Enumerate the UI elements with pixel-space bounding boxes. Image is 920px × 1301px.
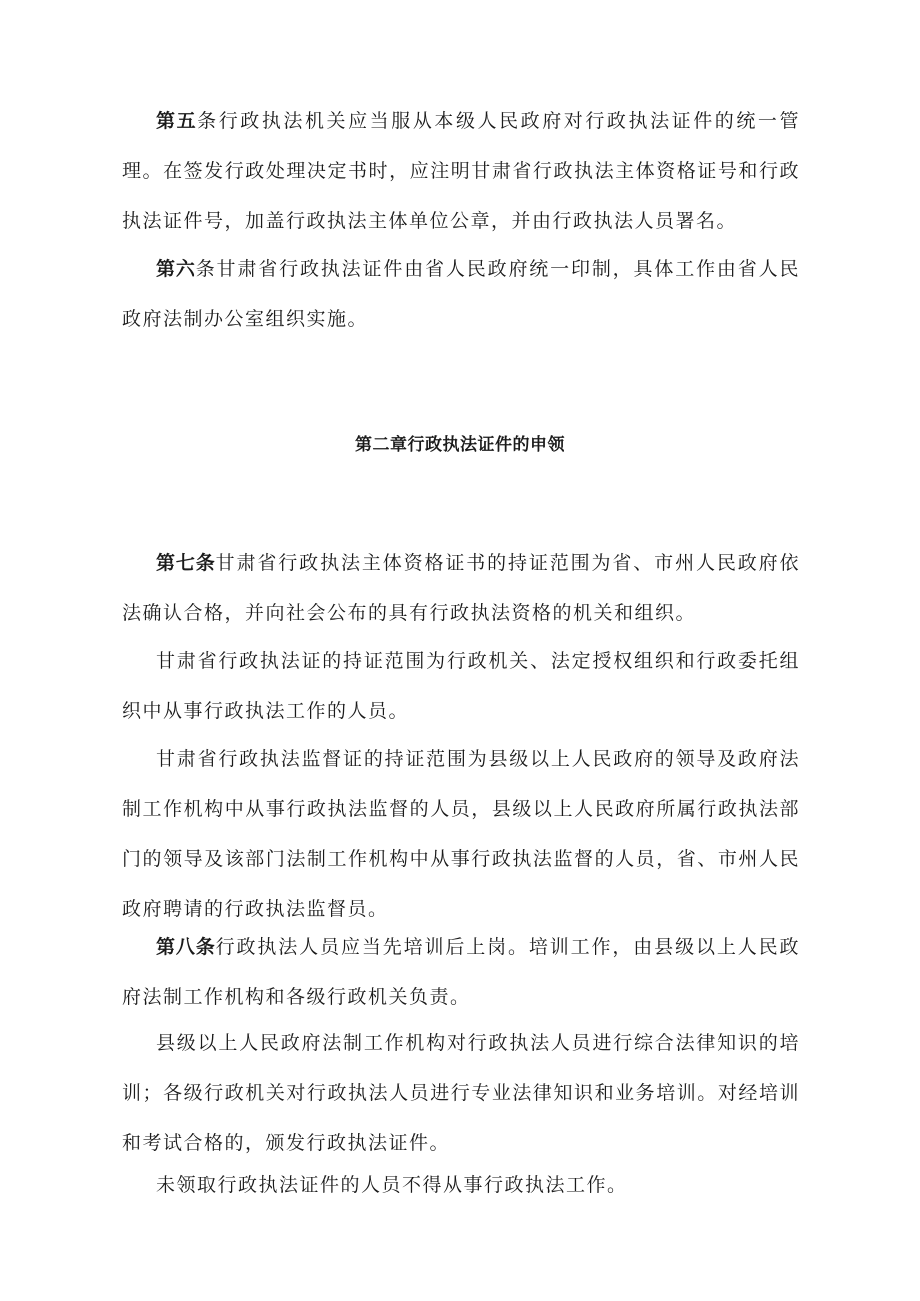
chapter-title: 第二章行政执法证件的申领 bbox=[355, 435, 565, 455]
article-7-paragraph-2: 甘肃省行政执法证的持证范围为行政机关、法定授权组织和行政委托组织中从事行政执法工作的人员。 bbox=[122, 650, 800, 722]
article-7-text: 甘肃省行政执法主体资格证书的持证范围为省、市州人民政府依法确认合格，并向社会公布的具有行政执法资格的机关和组织。 bbox=[122, 552, 800, 624]
article-5-paragraph bbox=[122, 96, 800, 246]
article-5-number: 第五 bbox=[156, 110, 198, 132]
article-7-paragraph-3: 甘肃省行政执法监督证的持证范围为县级以上人民政府的领导及政府法制工作机构中从事行政执法监督的人员，县级以上人民政府所属行政执法部门的领导及该部门法制工作机构中从事行政执法监督的人员，省、市州人民政府聘请的行政执法监督员。 bbox=[122, 748, 800, 920]
article-8-paragraph bbox=[122, 922, 800, 1022]
article-8-number: 第八条 bbox=[156, 936, 216, 958]
article-7-paragraph bbox=[122, 538, 800, 638]
article-8-paragraph-3: 未领取行政执法证件的人员不得从事行政执法工作。 bbox=[156, 1174, 628, 1196]
article-7-number: 第七条 bbox=[156, 552, 216, 574]
article-6-paragraph bbox=[122, 244, 800, 344]
article-6-number: 第六 bbox=[156, 258, 196, 280]
article-5-text: 条行政执法机关应当服从本级人民政府对行政执法证件的统一管理。在签发行政处理决定书时，应注明甘肃省行政执法主体资格证号和行政执法证件号，加盖行政执法主体单位公章，并由行政执法人员署名。 bbox=[122, 110, 800, 232]
article-8-paragraph-2: 县级以上人民政府法制工作机构对行政执法人员进行综合法律知识的培训；各级行政机关对行政执法人员进行专业法律知识和业务培训。对经培训和考试合格的，颁发行政执法证件。 bbox=[122, 1032, 800, 1154]
article-6-text: 条甘肃省行政执法证件由省人民政府统一印制，具体工作由省人民政府法制办公室组织实施。 bbox=[122, 258, 800, 330]
article-8-text: 行政执法人员应当先培训后上岗。培训工作，由县级以上人民政府法制工作机构和各级行政机关负责。 bbox=[122, 936, 800, 1008]
